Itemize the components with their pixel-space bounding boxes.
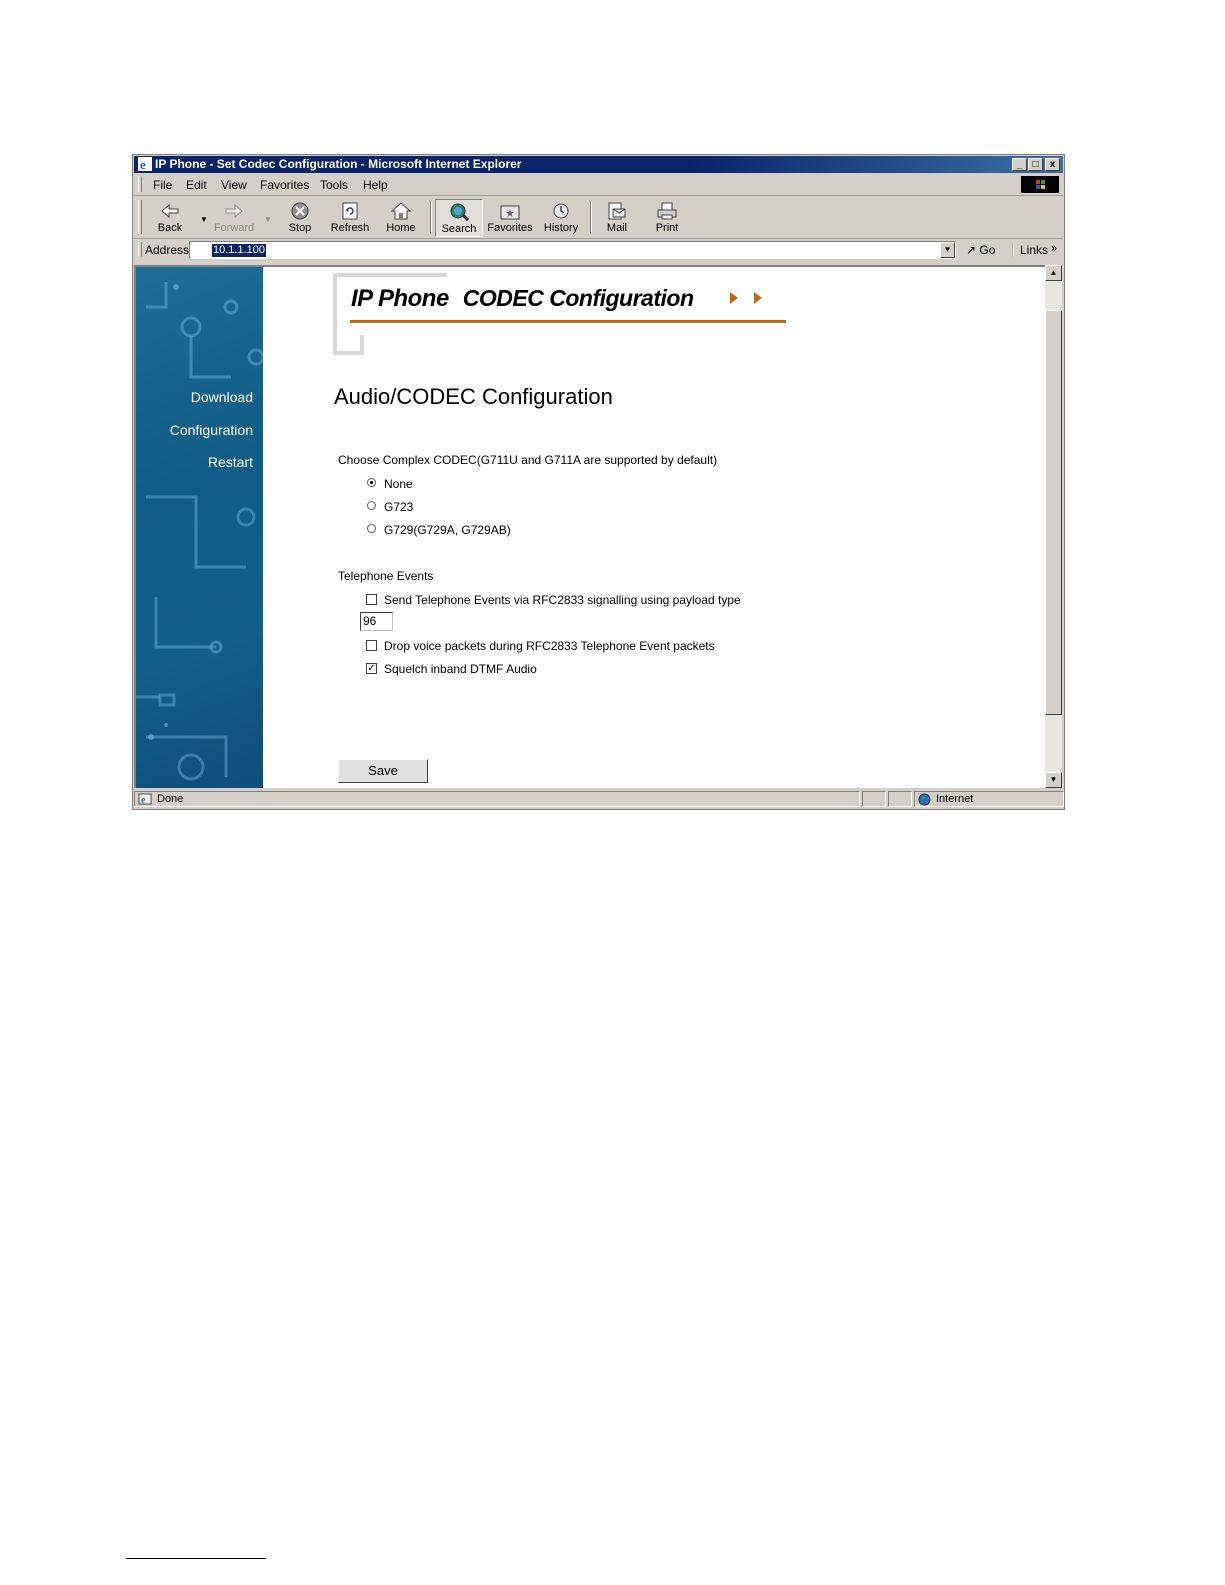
home-label: Home	[386, 222, 416, 234]
menu-file[interactable]: File	[153, 178, 173, 192]
back-dropdown-icon[interactable]: ▼	[200, 215, 208, 224]
toolbar-grip[interactable]	[138, 200, 142, 234]
codec-radio-none[interactable]	[367, 478, 376, 487]
codec-label-g723: G723	[384, 500, 414, 514]
page-viewport	[134, 265, 1045, 788]
search-icon	[448, 202, 470, 222]
history-icon	[550, 201, 572, 221]
menu-tools[interactable]: Tools	[320, 178, 349, 192]
maximize-button[interactable]: □	[1028, 158, 1043, 171]
address-grip[interactable]	[138, 242, 142, 257]
footnote-divider	[126, 1558, 266, 1559]
close-button[interactable]: x	[1045, 158, 1060, 171]
forward-arrow-icon	[223, 201, 245, 221]
vertical-scrollbar[interactable]	[1045, 265, 1062, 788]
status-cell	[862, 791, 886, 807]
page-content	[263, 267, 1045, 788]
links-label: Links	[1020, 243, 1049, 257]
go-button[interactable]	[966, 243, 995, 257]
nav-restart[interactable]: Restart	[207, 454, 253, 470]
favorites-button[interactable]	[485, 199, 535, 237]
search-label: Search	[441, 223, 477, 235]
search-button[interactable]	[435, 199, 483, 237]
nav-download[interactable]: Download	[190, 389, 253, 405]
sidebar	[136, 267, 263, 788]
codec-radio-g723[interactable]	[367, 501, 376, 510]
window-title: IP Phone - Set Codec Configuration - Microsoft Internet Explorer	[155, 157, 522, 171]
banner-frame-corner	[333, 335, 364, 355]
back-arrow-icon	[159, 201, 181, 221]
refresh-label: Refresh	[330, 222, 370, 234]
forward-dropdown-icon[interactable]: ▼	[264, 215, 272, 224]
menu-edit[interactable]: Edit	[186, 178, 207, 192]
windows-logo-icon	[1021, 176, 1059, 193]
refresh-button[interactable]	[327, 199, 373, 237]
stop-button[interactable]	[277, 199, 323, 237]
page-done-icon	[138, 793, 152, 805]
banner-underline	[350, 320, 786, 323]
scroll-up-icon[interactable]: ▲	[1045, 265, 1062, 281]
back-label: Back	[157, 222, 183, 234]
history-label: History	[543, 222, 579, 234]
address-input[interactable]	[189, 241, 956, 259]
codec-radio-g729[interactable]	[367, 524, 376, 533]
address-value[interactable]: 10.1.1.100	[213, 244, 265, 256]
menu-bar	[134, 175, 1063, 196]
banner-title-part1: IP Phone	[351, 285, 449, 312]
status-bar	[134, 790, 1063, 808]
svg-text:e: e	[141, 795, 146, 805]
favorites-folder-icon	[499, 201, 521, 221]
page-heading: Audio/CODEC Configuration	[334, 384, 613, 409]
mail-icon	[606, 201, 628, 221]
banner-title	[351, 285, 694, 313]
codec-label-none: None	[384, 477, 413, 491]
codec-section-label: Choose Complex CODEC(G711U and G711A are supported by default)	[338, 453, 718, 467]
favorites-label: Favorites	[487, 222, 533, 234]
back-button[interactable]	[147, 199, 193, 237]
menu-grip[interactable]	[138, 177, 142, 192]
window-controls	[1011, 158, 1060, 171]
codec-label-g729: G729(G729A, G729AB)	[384, 523, 511, 537]
history-button[interactable]	[537, 199, 585, 237]
status-zone: Internet	[936, 793, 974, 805]
drop-voice-label: Drop voice packets during RFC2833 Telephone Event packets	[384, 639, 715, 653]
mail-button[interactable]	[594, 199, 640, 237]
menu-help[interactable]: Help	[363, 178, 388, 192]
chevron-right-icon: »	[1051, 243, 1057, 254]
status-main-cell	[134, 791, 860, 807]
print-button[interactable]	[644, 199, 690, 237]
links-button[interactable]	[1012, 243, 1057, 257]
home-button[interactable]	[378, 199, 424, 237]
nav-configuration[interactable]: Configuration	[169, 422, 253, 438]
go-arrow-icon: ↗	[966, 243, 977, 257]
address-label: Address	[145, 243, 190, 257]
standard-toolbar	[134, 197, 1063, 239]
toolbar-separator	[430, 201, 432, 234]
home-icon	[390, 201, 412, 221]
banner-title-part2: CODEC Configuration	[462, 285, 694, 311]
stop-label: Stop	[288, 222, 312, 234]
drop-voice-checkbox[interactable]	[366, 640, 377, 651]
address-dropdown-icon[interactable]: ▼	[940, 242, 955, 258]
svg-text:e: e	[140, 157, 146, 171]
mail-label: Mail	[606, 222, 628, 234]
toolbar-separator	[590, 201, 592, 234]
minimize-button[interactable]: _	[1012, 158, 1027, 171]
scroll-thumb[interactable]	[1045, 310, 1062, 715]
send-events-label: Send Telephone Events via RFC2833 signalling using payload type	[384, 593, 741, 607]
printer-icon	[656, 201, 678, 221]
status-cell	[888, 791, 912, 807]
double-arrow-icon	[728, 291, 768, 305]
menu-favorites[interactable]: Favorites	[260, 178, 310, 192]
ie-icon	[138, 157, 152, 171]
save-button[interactable]: Save	[338, 759, 428, 783]
status-zone-cell	[914, 791, 1064, 807]
refresh-icon	[339, 201, 361, 221]
forward-button[interactable]	[211, 199, 257, 237]
status-text: Done	[157, 793, 184, 805]
forward-label: Forward	[213, 222, 255, 234]
title-bar[interactable]	[134, 156, 1063, 173]
payload-type-input[interactable]: 96	[360, 612, 393, 631]
send-events-checkbox[interactable]	[366, 594, 377, 605]
squelch-dtmf-checkbox[interactable]: ✓	[367, 663, 376, 674]
address-bar	[134, 239, 1063, 261]
scroll-down-icon[interactable]: ▼	[1045, 772, 1062, 788]
browser-window	[132, 154, 1065, 810]
globe-icon	[918, 793, 931, 806]
print-label: Print	[655, 222, 679, 234]
squelch-dtmf-label: Squelch inband DTMF Audio	[384, 662, 537, 676]
menu-view[interactable]: View	[221, 178, 247, 192]
stop-icon	[289, 201, 311, 221]
events-section-label: Telephone Events	[338, 569, 434, 583]
circuit-background-icon	[136, 267, 263, 788]
go-label: Go	[979, 243, 996, 257]
